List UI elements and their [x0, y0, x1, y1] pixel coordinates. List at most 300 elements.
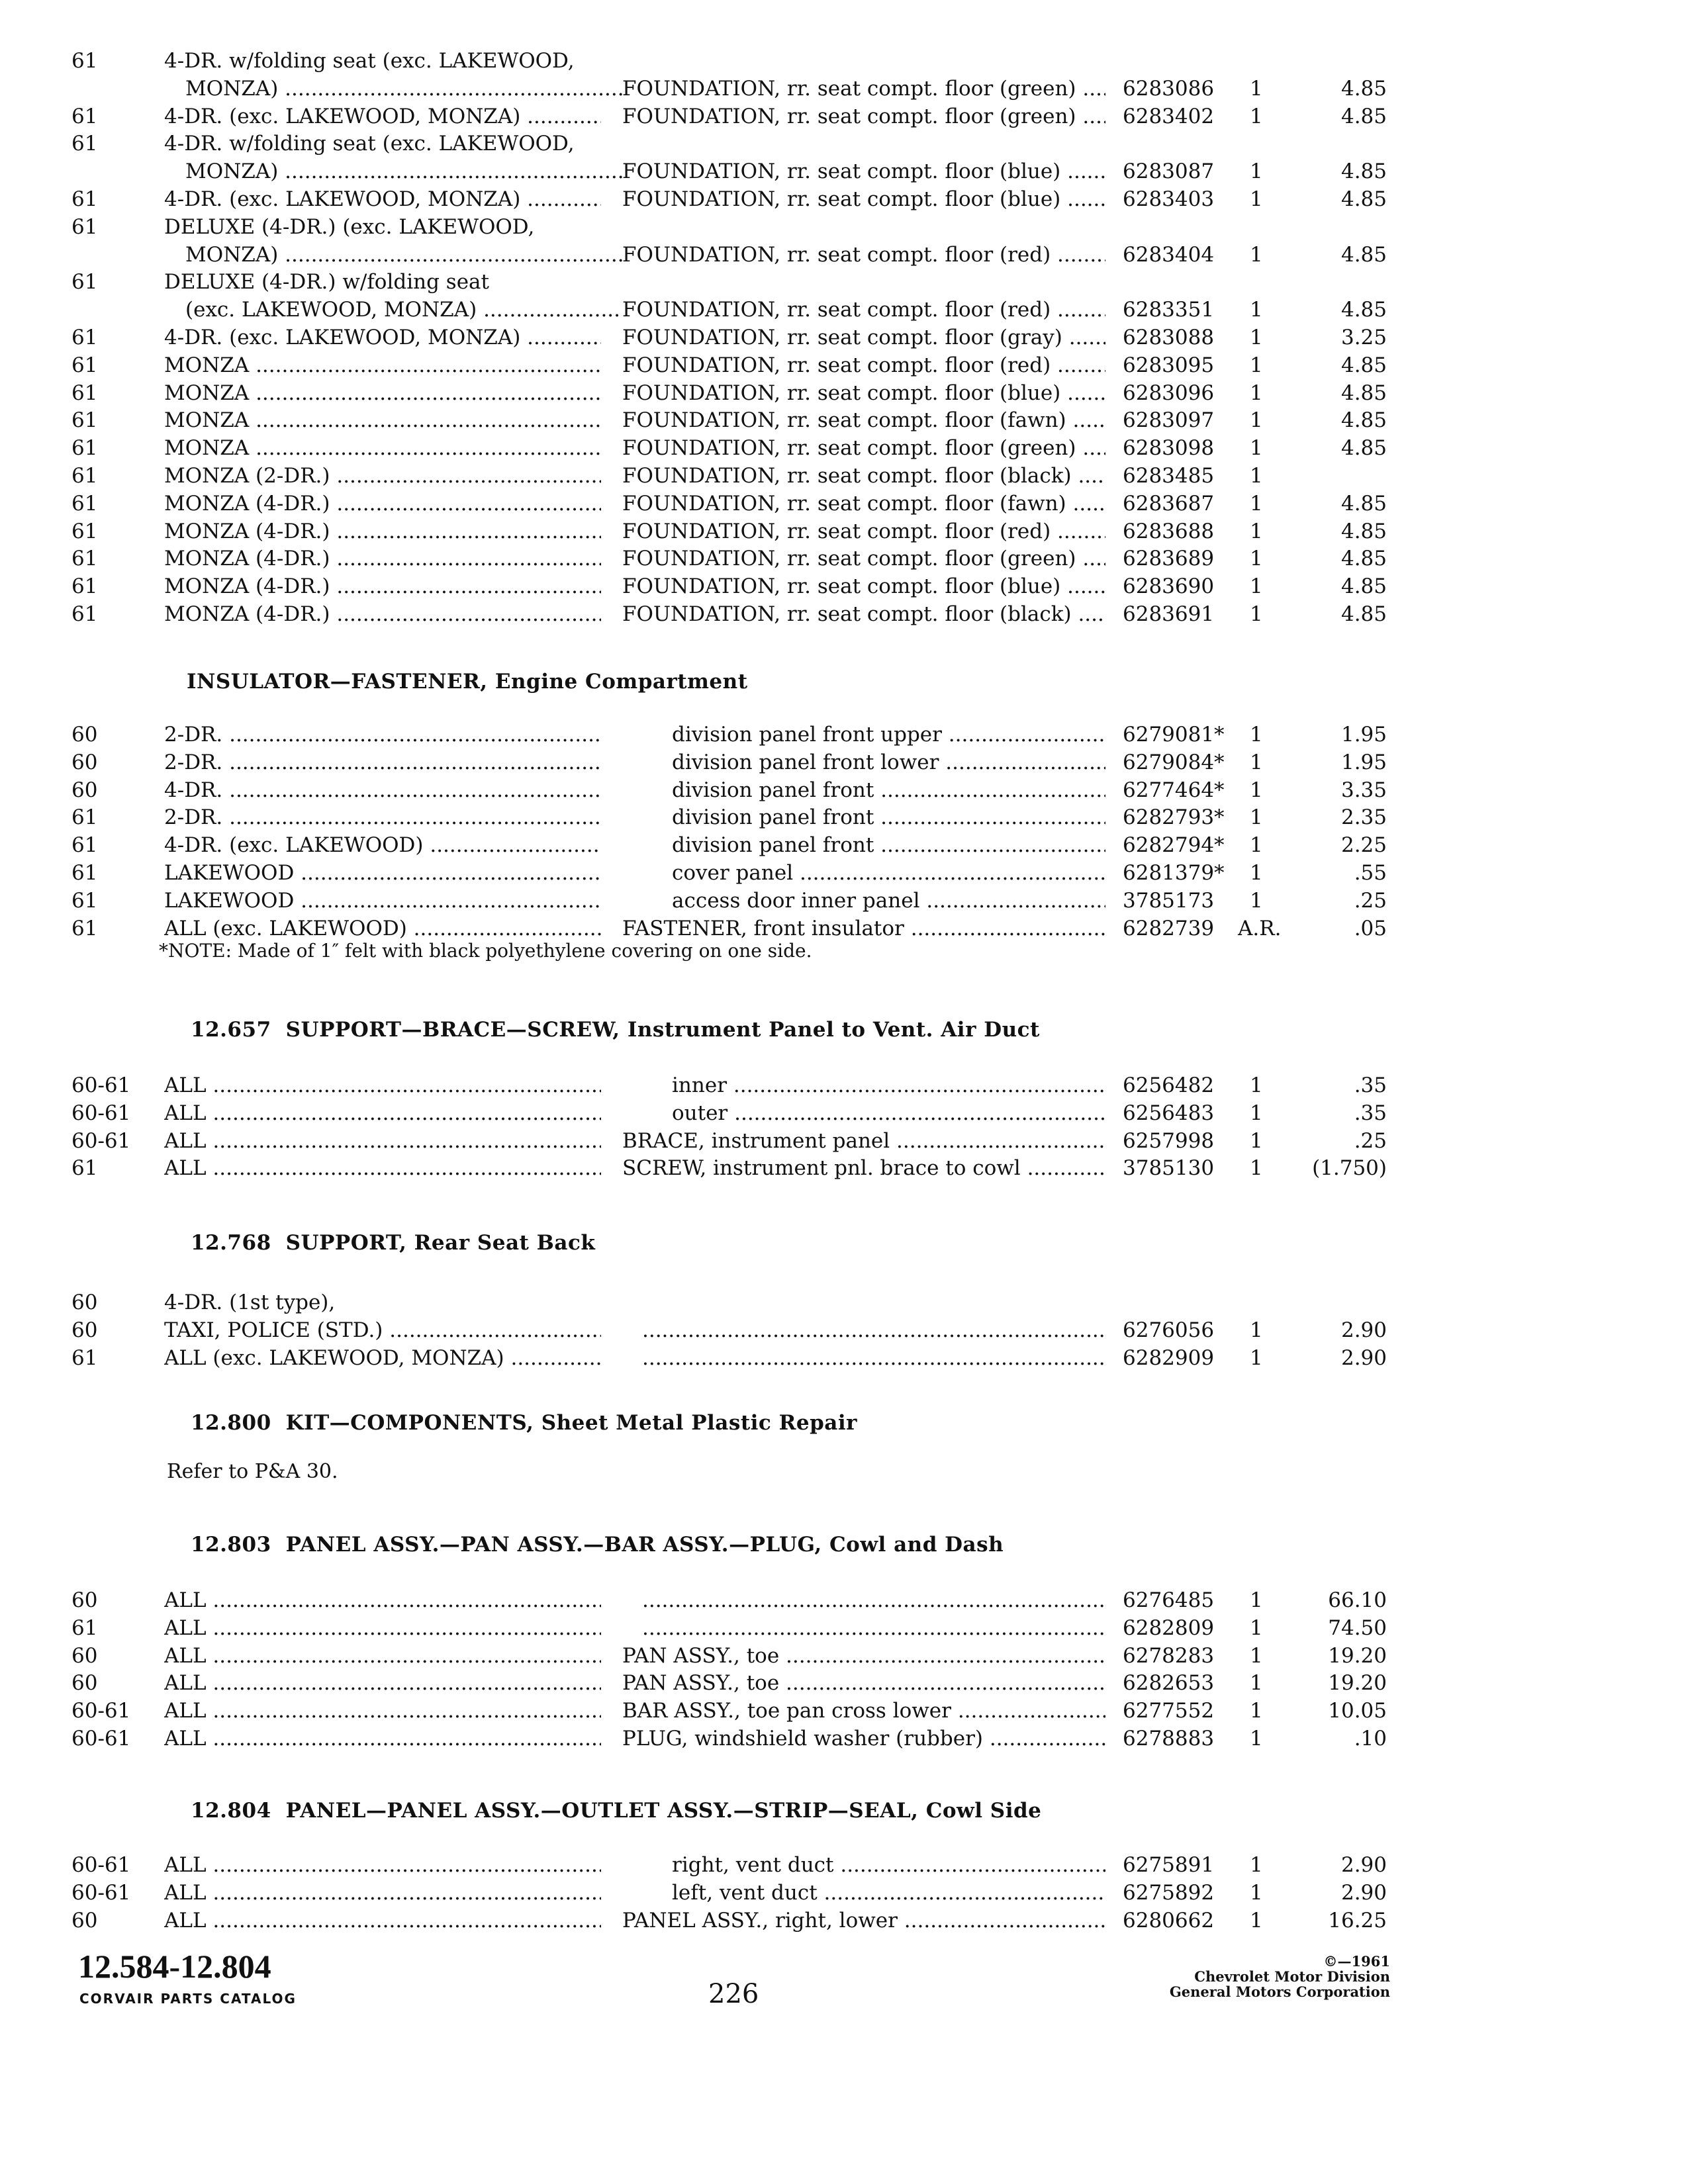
model-application: ALL ..... — [164, 1615, 601, 1641]
model-year: 61 — [71, 132, 98, 156]
quantity: 1 — [1250, 1615, 1263, 1640]
model-application: MONZA (4-DR.) ..... — [164, 545, 601, 572]
model-application: LAKEWOOD ..... — [164, 860, 601, 886]
model-year: 61 — [71, 408, 98, 433]
quantity: 1 — [1250, 76, 1263, 101]
part-description: PLUG, windshield washer (rubber) ..... — [622, 1725, 1105, 1752]
part-number: 6276056 — [1123, 1318, 1215, 1342]
model-year: 60 — [71, 778, 98, 802]
quantity: 1 — [1250, 187, 1263, 211]
parts-row — [0, 1670, 1688, 1696]
model-application: MONZA ..... — [164, 435, 601, 461]
parts-row — [0, 352, 1688, 379]
quantity: 1 — [1250, 1073, 1263, 1097]
list-price: 2.35 — [1340, 805, 1387, 830]
parts-row — [0, 435, 1688, 461]
parts-row — [0, 545, 1688, 572]
quantity: 1 — [1250, 1345, 1263, 1370]
parts-row — [0, 186, 1688, 212]
parts-row — [0, 1615, 1688, 1641]
parts-row — [0, 804, 1688, 831]
part-description: FOUNDATION, rr. seat compt. floor (blue) ..... — [622, 158, 1105, 185]
quantity: 1 — [1250, 723, 1263, 747]
list-price: 74.50 — [1328, 1615, 1387, 1640]
part-description: FOUNDATION, rr. seat compt. floor (blue) ..... — [622, 573, 1105, 600]
model-application: 2-DR. ..... — [164, 804, 601, 831]
model-application: TAXI, POLICE (STD.) ..... — [164, 1317, 601, 1343]
quantity: 1 — [1250, 159, 1263, 184]
footer-corporation: General Motors Corporation — [1169, 1983, 1390, 2000]
part-number: 6256482 — [1123, 1073, 1215, 1097]
model-application: 4-DR. ..... — [164, 777, 601, 803]
quantity: 1 — [1250, 778, 1263, 802]
model-application: MONZA) ..... — [185, 242, 622, 268]
model-application: 4-DR. (1st type), — [164, 1291, 336, 1314]
model-application: MONZA ..... — [164, 380, 601, 406]
model-application: 4-DR. (exc. LAKEWOOD, MONZA) ..... — [164, 186, 601, 212]
list-price: 4.85 — [1340, 547, 1387, 571]
footer-publisher — [1170, 1954, 1390, 1999]
insulator-note: *NOTE: Made of 1″ felt with black polyethylene covering on one side. — [159, 940, 812, 962]
parts-row — [0, 518, 1688, 545]
quantity: 1 — [1250, 408, 1263, 433]
model-application: 2-DR. ..... — [164, 721, 601, 748]
part-description: FASTENER, front insulator ..... — [622, 915, 1105, 942]
parts-row — [0, 1725, 1688, 1752]
part-description: FOUNDATION, rr. seat compt. floor (blue) ..... — [622, 380, 1105, 406]
footer-catalog-name: CORVAIR PARTS CATALOG — [79, 1991, 297, 2007]
part-description: FOUNDATION, rr. seat compt. floor (red) ..... — [622, 296, 1105, 323]
list-price: .05 — [1354, 916, 1387, 940]
part-number: 6280662 — [1123, 1908, 1215, 1933]
quantity: 1 — [1250, 1156, 1263, 1181]
part-number: 6283096 — [1123, 381, 1215, 405]
model-year: 61 — [71, 888, 98, 913]
model-year: 60-61 — [71, 1128, 131, 1153]
section-12800-text: Refer to P&A 30. — [167, 1460, 338, 1483]
model-application: 2-DR. ..... — [164, 749, 601, 776]
model-year: 61 — [71, 326, 98, 349]
part-description: SCREW, instrument pnl. brace to cowl ..... — [622, 1155, 1105, 1181]
section-number: 12.768 — [191, 1231, 271, 1255]
section-number: 12.803 — [191, 1533, 271, 1557]
list-price: (1.750) — [1312, 1156, 1387, 1181]
model-application: ALL ..... — [164, 1128, 601, 1154]
list-price: 4.85 — [1340, 353, 1387, 377]
part-description: FOUNDATION, rr. seat compt. floor (red) ..... — [622, 352, 1105, 379]
model-year: 61 — [71, 381, 98, 405]
parts-row — [0, 242, 1688, 268]
part-description: FOUNDATION, rr. seat compt. floor (fawn) ..... — [622, 407, 1105, 433]
quantity: 1 — [1250, 547, 1263, 571]
model-year: 60-61 — [71, 1880, 131, 1905]
list-price: 4.85 — [1340, 574, 1387, 599]
model-year: 61 — [71, 574, 98, 599]
part-number: 6283097 — [1123, 408, 1215, 433]
parts-row — [0, 860, 1688, 886]
part-description — [642, 1587, 1105, 1614]
list-price: 3.25 — [1340, 326, 1387, 349]
list-price: .35 — [1354, 1101, 1387, 1125]
part-number: 6283086 — [1123, 76, 1215, 101]
model-application: MONZA (2-DR.) ..... — [164, 463, 601, 489]
section-title: SUPPORT—BRACE—SCREW, Instrument Panel to Vent. Air Duct — [285, 1018, 1040, 1042]
part-number: 6282909 — [1123, 1345, 1215, 1370]
quantity: 1 — [1250, 861, 1263, 885]
part-description: inner ..... — [672, 1072, 1105, 1099]
list-price: 1.95 — [1340, 723, 1387, 747]
model-application: MONZA ..... — [164, 407, 601, 433]
parts-row — [0, 296, 1688, 323]
list-price: .25 — [1354, 888, 1387, 913]
model-year: 61 — [71, 602, 98, 626]
model-year: 61 — [71, 1615, 98, 1640]
parts-row — [0, 1072, 1688, 1099]
parts-row — [0, 1852, 1688, 1878]
model-application: ALL ..... — [164, 1907, 601, 1934]
part-number: 6283687 — [1123, 491, 1215, 516]
parts-row — [0, 601, 1688, 627]
model-application: 4-DR. (exc. LAKEWOOD) ..... — [164, 832, 601, 858]
part-description: FOUNDATION, rr. seat compt. floor (gray) ..... — [622, 324, 1105, 351]
section-number: 12.800 — [191, 1411, 271, 1435]
model-application: MONZA) ..... — [185, 75, 622, 102]
part-number: 3785130 — [1123, 1156, 1215, 1181]
part-number: 6275892 — [1123, 1880, 1215, 1905]
model-application: ALL (exc. LAKEWOOD) ..... — [164, 915, 601, 942]
model-application: ALL ..... — [164, 1670, 601, 1696]
part-number: 6283403 — [1123, 187, 1215, 211]
part-description: BRACE, instrument panel ..... — [622, 1128, 1105, 1154]
part-description: BAR ASSY., toe pan cross lower ..... — [622, 1698, 1105, 1724]
model-application: ALL ..... — [164, 1698, 601, 1724]
model-year: 60-61 — [71, 1853, 131, 1877]
part-description: division panel front ..... — [672, 804, 1105, 831]
part-number: 6283689 — [1123, 547, 1215, 571]
quantity: 1 — [1250, 1318, 1263, 1342]
quantity: 1 — [1250, 1671, 1263, 1696]
model-year: 60 — [71, 1318, 98, 1342]
part-number: 6283690 — [1123, 574, 1215, 599]
list-price: 16.25 — [1328, 1908, 1387, 1933]
model-year: 61 — [71, 833, 98, 858]
part-description — [642, 1615, 1105, 1641]
part-number: 6283402 — [1123, 104, 1215, 128]
parts-row — [0, 490, 1688, 517]
list-price: 19.20 — [1328, 1643, 1387, 1668]
quantity: 1 — [1250, 1853, 1263, 1877]
parts-row — [0, 1289, 1688, 1316]
parts-row — [0, 214, 1688, 240]
model-year: 61 — [71, 519, 98, 543]
list-price: 4.85 — [1340, 436, 1387, 461]
quantity: 1 — [1250, 750, 1263, 774]
quantity: 1 — [1250, 1699, 1263, 1723]
part-description — [642, 1345, 1105, 1371]
section-heading-12800 — [191, 1411, 857, 1435]
model-year: 61 — [71, 187, 98, 211]
section-number: 12.657 — [191, 1018, 271, 1042]
quantity: 1 — [1250, 298, 1263, 322]
parts-row — [0, 1100, 1688, 1126]
quantity: 1 — [1250, 242, 1263, 267]
parts-row — [0, 749, 1688, 776]
model-year: 60 — [71, 1643, 98, 1668]
quantity: 1 — [1250, 805, 1263, 830]
list-price: .35 — [1354, 1073, 1387, 1097]
quantity: 1 — [1250, 602, 1263, 626]
quantity: 1 — [1250, 833, 1263, 858]
quantity: 1 — [1250, 1908, 1263, 1933]
model-application: 4-DR. w/folding seat (exc. LAKEWOOD, — [164, 49, 575, 73]
model-year: 60 — [71, 723, 98, 747]
model-year: 60 — [71, 1908, 98, 1933]
part-number: 6282809 — [1123, 1615, 1215, 1640]
list-price: .10 — [1354, 1727, 1387, 1751]
parts-row — [0, 1880, 1688, 1906]
part-number: 6279084* — [1123, 750, 1225, 774]
footer-copyright: ©—1961 — [1323, 1953, 1390, 1970]
parts-row — [0, 463, 1688, 489]
part-description: FOUNDATION, rr. seat compt. floor (black) ..... — [622, 601, 1105, 627]
part-description: FOUNDATION, rr. seat compt. floor (green) ..... — [622, 75, 1105, 102]
part-description: division panel front lower ..... — [672, 749, 1105, 776]
part-description: cover panel ..... — [672, 860, 1105, 886]
list-price: 2.90 — [1340, 1345, 1387, 1370]
parts-row — [0, 887, 1688, 914]
footer-division: Chevrolet Motor Division — [1194, 1968, 1390, 1985]
quantity: 1 — [1250, 574, 1263, 599]
parts-row — [0, 103, 1688, 130]
quantity: 1 — [1250, 464, 1263, 488]
part-number: 6257998 — [1123, 1128, 1215, 1153]
quantity: 1 — [1250, 1727, 1263, 1751]
section-title: PANEL ASSY.—PAN ASSY.—BAR ASSY.—PLUG, Cowl and Dash — [285, 1533, 1004, 1557]
model-application: MONZA) ..... — [185, 158, 622, 185]
model-year: 61 — [71, 861, 98, 885]
part-description: outer ..... — [672, 1100, 1105, 1126]
list-price: 1.95 — [1340, 750, 1387, 774]
parts-row — [0, 832, 1688, 858]
parts-row — [0, 1317, 1688, 1343]
list-price: 4.85 — [1340, 76, 1387, 101]
list-price: 4.85 — [1340, 104, 1387, 128]
model-year: 61 — [71, 214, 98, 239]
parts-row — [0, 1345, 1688, 1371]
section-title: SUPPORT, Rear Seat Back — [285, 1231, 596, 1255]
parts-row — [0, 75, 1688, 102]
list-price: 4.85 — [1340, 408, 1387, 433]
part-description: FOUNDATION, rr. seat compt. floor (red) ..... — [622, 518, 1105, 545]
parts-row — [0, 915, 1688, 942]
part-description: FOUNDATION, rr. seat compt. floor (fawn) ..... — [622, 490, 1105, 517]
model-year: 61 — [71, 353, 98, 377]
model-application: ALL ..... — [164, 1155, 601, 1181]
section-title: PANEL—PANEL ASSY.—OUTLET ASSY.—STRIP—SEAL, Cowl Side — [285, 1799, 1042, 1823]
list-price: 4.85 — [1340, 187, 1387, 211]
parts-row — [0, 269, 1688, 295]
model-application: MONZA (4-DR.) ..... — [164, 490, 601, 517]
part-number: 6283095 — [1123, 353, 1215, 377]
model-year: 60-61 — [71, 1073, 131, 1097]
model-year: 61 — [71, 491, 98, 516]
part-description: division panel front upper ..... — [672, 721, 1105, 748]
list-price: 2.90 — [1340, 1318, 1387, 1342]
model-year: 61 — [71, 270, 98, 295]
list-price: .25 — [1354, 1128, 1387, 1153]
part-description: division panel front ..... — [672, 832, 1105, 858]
model-application: (exc. LAKEWOOD, MONZA) ..... — [185, 296, 622, 323]
list-price: 2.25 — [1340, 833, 1387, 858]
list-price: 4.85 — [1340, 602, 1387, 626]
model-application: MONZA (4-DR.) ..... — [164, 518, 601, 545]
model-application: 4-DR. (exc. LAKEWOOD, MONZA) ..... — [164, 324, 601, 351]
quantity: 1 — [1250, 436, 1263, 461]
model-application: ALL ..... — [164, 1643, 601, 1669]
quantity: 1 — [1250, 104, 1263, 128]
list-price: 4.85 — [1340, 381, 1387, 405]
part-number: 6283098 — [1123, 436, 1215, 461]
list-price: 66.10 — [1328, 1588, 1387, 1612]
model-year: 61 — [71, 916, 98, 940]
part-number: 6283404 — [1123, 242, 1215, 267]
quantity: 1 — [1250, 1101, 1263, 1125]
list-price: 4.85 — [1340, 519, 1387, 543]
list-price: 3.35 — [1340, 778, 1387, 802]
model-year: 61 — [71, 1345, 98, 1370]
model-application: ALL ..... — [164, 1725, 601, 1752]
parts-row — [0, 1587, 1688, 1614]
parts-row — [0, 1128, 1688, 1154]
model-application: 4-DR. w/folding seat (exc. LAKEWOOD, — [164, 132, 575, 156]
parts-row — [0, 777, 1688, 803]
quantity: 1 — [1250, 1128, 1263, 1153]
part-number: 6282794* — [1123, 833, 1225, 858]
quantity: A.R. — [1238, 916, 1282, 940]
part-number: 6283691 — [1123, 602, 1215, 626]
list-price: 4.85 — [1340, 298, 1387, 322]
quantity: 1 — [1250, 519, 1263, 543]
model-application: ALL ..... — [164, 1587, 601, 1614]
part-number: 6275891 — [1123, 1853, 1215, 1877]
parts-row — [0, 380, 1688, 406]
model-year: 60-61 — [71, 1727, 131, 1751]
part-description — [642, 1317, 1105, 1343]
part-number: 3785173 — [1123, 888, 1215, 913]
part-description: FOUNDATION, rr. seat compt. floor (green) ..... — [622, 103, 1105, 130]
quantity: 1 — [1250, 353, 1263, 377]
part-number: 6276485 — [1123, 1588, 1215, 1612]
list-price: 4.85 — [1340, 159, 1387, 184]
model-year: 61 — [71, 805, 98, 830]
part-description: division panel front ..... — [672, 777, 1105, 803]
part-number: 6278883 — [1123, 1727, 1215, 1751]
section-heading-12657 — [191, 1018, 1040, 1042]
part-number: 6277552 — [1123, 1699, 1215, 1723]
part-number: 6283485 — [1123, 464, 1215, 488]
quantity: 1 — [1250, 1880, 1263, 1905]
quantity: 1 — [1250, 1588, 1263, 1612]
quantity: 1 — [1250, 1643, 1263, 1668]
part-number: 6256483 — [1123, 1101, 1215, 1125]
part-number: 6282653 — [1123, 1671, 1215, 1696]
model-application: MONZA ..... — [164, 352, 601, 379]
model-application: ALL ..... — [164, 1880, 601, 1906]
model-application: DELUXE (4-DR.) w/folding seat — [164, 270, 489, 295]
model-application: ALL ..... — [164, 1852, 601, 1878]
section-title: KIT—COMPONENTS, Sheet Metal Plastic Repair — [285, 1411, 857, 1435]
model-application: ALL ..... — [164, 1100, 601, 1126]
parts-row — [0, 721, 1688, 748]
model-application: ALL (exc. LAKEWOOD, MONZA) ..... — [164, 1345, 601, 1371]
quantity: 1 — [1250, 888, 1263, 913]
model-year: 61 — [71, 104, 98, 128]
parts-row — [0, 1698, 1688, 1724]
part-description: left, vent duct ..... — [672, 1880, 1105, 1906]
list-price: 10.05 — [1328, 1699, 1387, 1723]
parts-row — [0, 407, 1688, 433]
model-application: ALL ..... — [164, 1072, 601, 1099]
part-number: 6278283 — [1123, 1643, 1215, 1668]
part-number: 6282793* — [1123, 805, 1225, 830]
model-year: 60-61 — [71, 1699, 131, 1723]
model-year: 60 — [71, 1291, 98, 1314]
model-year: 61 — [71, 547, 98, 571]
quantity: 1 — [1250, 326, 1263, 349]
page-number: 226 — [708, 1979, 759, 2009]
parts-row — [0, 1155, 1688, 1181]
part-number: 6283351 — [1123, 298, 1215, 322]
parts-row — [0, 1643, 1688, 1669]
part-description: PAN ASSY., toe ..... — [622, 1670, 1105, 1696]
part-description: FOUNDATION, rr. seat compt. floor (green) ..... — [622, 435, 1105, 461]
list-price: 4.85 — [1340, 242, 1387, 267]
section-heading-12804 — [191, 1799, 1041, 1823]
model-year: 60-61 — [71, 1101, 131, 1125]
part-description: PANEL ASSY., right, lower ..... — [622, 1907, 1105, 1934]
model-application: MONZA (4-DR.) ..... — [164, 601, 601, 627]
part-description: FOUNDATION, rr. seat compt. floor (black) ..... — [622, 463, 1105, 489]
part-description: FOUNDATION, rr. seat compt. floor (green) ..... — [622, 545, 1105, 572]
section-heading-insulator — [187, 670, 748, 694]
part-number: 6283088 — [1123, 326, 1215, 349]
model-year: 60 — [71, 1588, 98, 1612]
model-year: 61 — [71, 1156, 98, 1181]
part-number: 6279081* — [1123, 723, 1225, 747]
section-heading-12803 — [191, 1533, 1004, 1557]
part-number: 6277464* — [1123, 778, 1225, 802]
model-year: 60 — [71, 750, 98, 774]
list-price: 2.90 — [1340, 1853, 1387, 1877]
part-description: PAN ASSY., toe ..... — [622, 1643, 1105, 1669]
model-year: 61 — [71, 49, 98, 73]
model-year: 61 — [71, 464, 98, 488]
section-heading-12768 — [191, 1231, 595, 1255]
footer-section-range: 12.584-12.804 — [78, 1948, 271, 1985]
part-number: 6283087 — [1123, 159, 1215, 184]
parts-row — [0, 158, 1688, 185]
part-number: 6283688 — [1123, 519, 1215, 543]
part-number: 6281379* — [1123, 861, 1225, 885]
quantity: 1 — [1250, 491, 1263, 516]
list-price: .55 — [1354, 861, 1387, 885]
model-application: 4-DR. (exc. LAKEWOOD, MONZA) ..... — [164, 103, 601, 130]
list-price: 2.90 — [1340, 1880, 1387, 1905]
part-number: 6282739 — [1123, 916, 1215, 940]
parts-row — [0, 1907, 1688, 1934]
list-price: 4.85 — [1340, 491, 1387, 516]
model-year: 60 — [71, 1671, 98, 1696]
